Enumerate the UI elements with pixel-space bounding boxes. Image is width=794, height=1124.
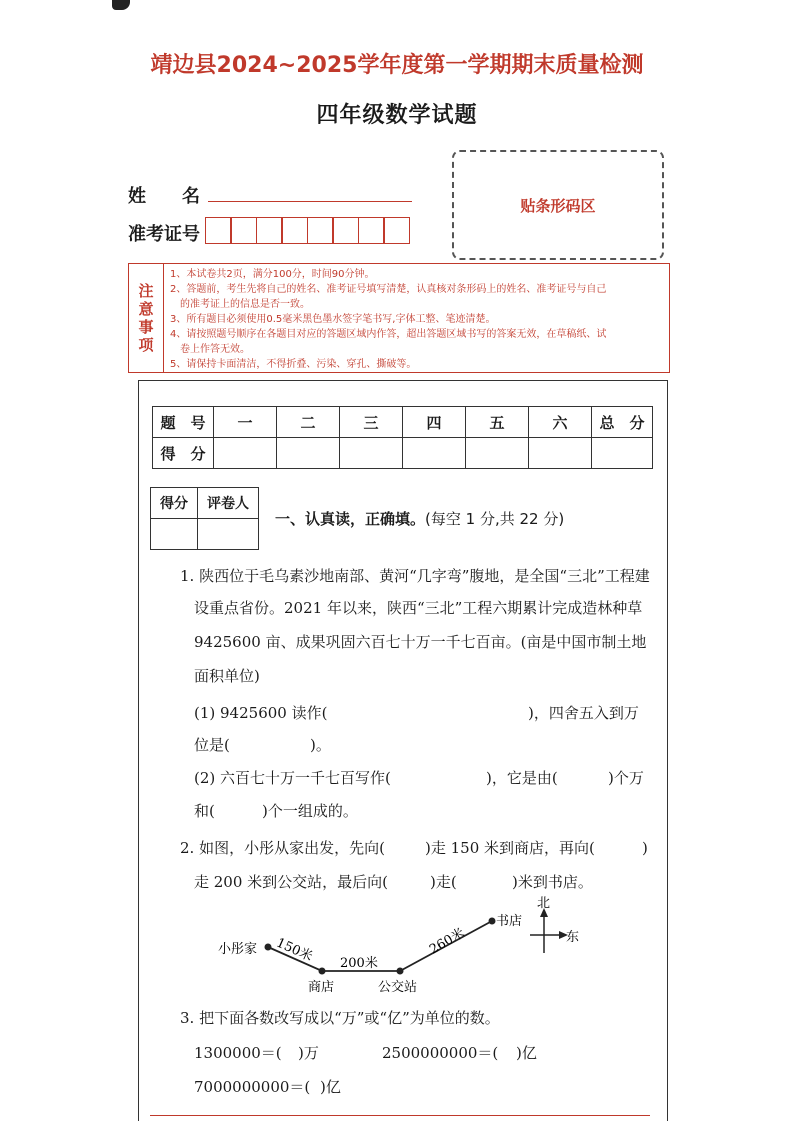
bookstore-point <box>489 918 496 925</box>
q2-text: )走 150 米到商店，再向( <box>425 839 595 857</box>
grader-table <box>150 487 259 550</box>
home-point <box>265 944 272 951</box>
north-label: 北 <box>537 896 551 911</box>
note-line: 5、请保持卡面清洁，不得折叠、污染、穿孔、撕破等。 <box>170 359 417 370</box>
grader-header-score: 得分 <box>151 488 198 519</box>
score-header-cell: 四 <box>403 407 466 438</box>
score-cell[interactable] <box>277 438 340 469</box>
score-header-cell: 三 <box>340 407 403 438</box>
q1-sub1-text: 位是( <box>194 736 230 754</box>
q2-text: )米到书店。 <box>512 873 593 891</box>
q2-text: 2. 如图，小彤从家出发，先向( <box>180 839 385 857</box>
barcode-area: 贴条形码区 <box>452 150 664 260</box>
east-label: 东 <box>566 930 580 945</box>
q2-text: ) <box>642 839 648 857</box>
q3-c-unit: )亿 <box>320 1078 341 1096</box>
id-digit-box[interactable] <box>332 217 359 244</box>
score-cell[interactable] <box>529 438 592 469</box>
score-header-cell: 总 分 <box>592 407 653 438</box>
exam-id-boxes[interactable] <box>206 217 410 244</box>
id-digit-box[interactable] <box>256 217 283 244</box>
id-digit-box[interactable] <box>205 217 232 244</box>
score-cell[interactable] <box>592 438 653 469</box>
dist-260-label: 260米 <box>427 925 468 958</box>
score-cell[interactable] <box>466 438 529 469</box>
name-label: 姓 名 <box>128 186 200 207</box>
q1-line: 9425600 亩、成果巩固六百七十万一千七百亩。(亩是中国市制土地 <box>194 633 647 651</box>
q2-text: 走 200 米到公交站，最后向( <box>194 873 389 891</box>
scan-mark <box>112 0 130 10</box>
score-row-label: 得 分 <box>153 438 214 469</box>
score-header-cell: 六 <box>529 407 592 438</box>
notes-label-char: 事 <box>138 318 154 336</box>
paper-subtitle: 四年级数学试题 <box>316 103 478 128</box>
score-cell[interactable] <box>214 438 277 469</box>
q1-sub1-text: (1) 9425600 读作( <box>194 704 328 722</box>
note-line: 卷上作答无效。 <box>170 344 250 355</box>
q1-sub2-text: 和( <box>194 802 215 820</box>
q1-sub2-text: (2) 六百七十万一千七百写作( <box>194 769 391 787</box>
q3-title: 3. 把下面各数改写成以“万”或“亿”为单位的数。 <box>180 1009 500 1027</box>
q1-sub2-text: )，它是由( <box>486 769 558 787</box>
notes-body <box>164 264 669 372</box>
notes-label <box>129 264 164 372</box>
grader-header-reviewer: 评卷人 <box>198 488 259 519</box>
score-header-cell: 一 <box>214 407 277 438</box>
q1-line: 1. 陕西位于毛乌素沙地南部、黄河“几字弯”腹地，是全国“三北”工程建 <box>180 567 650 585</box>
q3-c: 7000000000＝( <box>194 1078 311 1096</box>
q3-a: 1300000＝( <box>194 1044 282 1062</box>
dist-150-label: 150米 <box>273 935 315 965</box>
q3-b-unit: )亿 <box>516 1044 537 1062</box>
score-header-cell: 二 <box>277 407 340 438</box>
red-divider <box>128 372 668 373</box>
id-digit-box[interactable] <box>230 217 257 244</box>
q3-b: 2500000000＝( <box>382 1044 499 1062</box>
note-line: 1、本试卷共2页，满分100分，时间90分钟。 <box>170 269 375 280</box>
note-line: 的准考证上的信息是否一致。 <box>170 299 310 310</box>
grader-score-cell[interactable] <box>151 519 198 550</box>
q1-sub2-text: )个万 <box>608 769 644 787</box>
q3-a-unit: )万 <box>298 1044 319 1062</box>
bookstore-label: 书店 <box>496 914 523 929</box>
id-digit-box[interactable] <box>281 217 308 244</box>
note-line: 4、请按照题号顺序在各题目对应的答题区域内作答，超出答题区域书写的答案无效，在草稿纸、试 <box>170 329 607 340</box>
note-line: 2、答题前，考生先将自己的姓名、准考证号填写清楚，认真核对条形码上的姓名、准考证号与自己 <box>170 284 607 295</box>
score-table <box>152 406 653 469</box>
exam-id-label: 准考证号 <box>128 224 200 245</box>
id-digit-box[interactable] <box>358 217 385 244</box>
note-line: 3、所有题目必须使用0.5毫米黑色墨水签字笔书写,字体工整、笔迹清楚。 <box>170 314 496 325</box>
score-cell[interactable] <box>403 438 466 469</box>
section-title-note: (每空 1 分,共 22 分) <box>425 510 565 528</box>
score-header-cell: 题 号 <box>153 407 214 438</box>
score-header-cell: 五 <box>466 407 529 438</box>
dist-200-label: 200米 <box>340 956 378 971</box>
q1-line: 设重点省份。2021 年以来，陕西“三北”工程六期累计完成造林种草 <box>194 599 643 617</box>
shop-point <box>319 968 326 975</box>
q2-text: )走( <box>430 873 457 891</box>
q1-sub1-text: )，四舍五入到万 <box>528 704 639 722</box>
bus-label: 公交站 <box>378 980 418 995</box>
bus-point <box>397 968 404 975</box>
notes-label-char: 意 <box>138 300 154 318</box>
notes-label-char: 注 <box>138 282 154 300</box>
shop-label: 商店 <box>308 980 335 995</box>
section-title-main: 一、认真读，正确填。 <box>275 510 426 528</box>
notes-box <box>128 263 670 373</box>
grader-reviewer-cell[interactable] <box>198 519 259 550</box>
id-digit-box[interactable] <box>307 217 334 244</box>
name-field[interactable] <box>208 201 412 202</box>
notes-label-char: 项 <box>138 336 154 354</box>
home-label: 小彤家 <box>218 942 258 957</box>
q1-sub1-text: )。 <box>310 736 331 754</box>
section-title <box>275 508 564 529</box>
id-digit-box[interactable] <box>383 217 410 244</box>
route-map <box>200 895 600 1005</box>
exam-title: 靖边县2024~2025学年度第一学期期末质量检测 <box>150 53 644 78</box>
q1-line: 面积单位) <box>194 667 260 685</box>
q1-sub2-text: )个一组成的。 <box>262 802 358 820</box>
score-cell[interactable] <box>340 438 403 469</box>
